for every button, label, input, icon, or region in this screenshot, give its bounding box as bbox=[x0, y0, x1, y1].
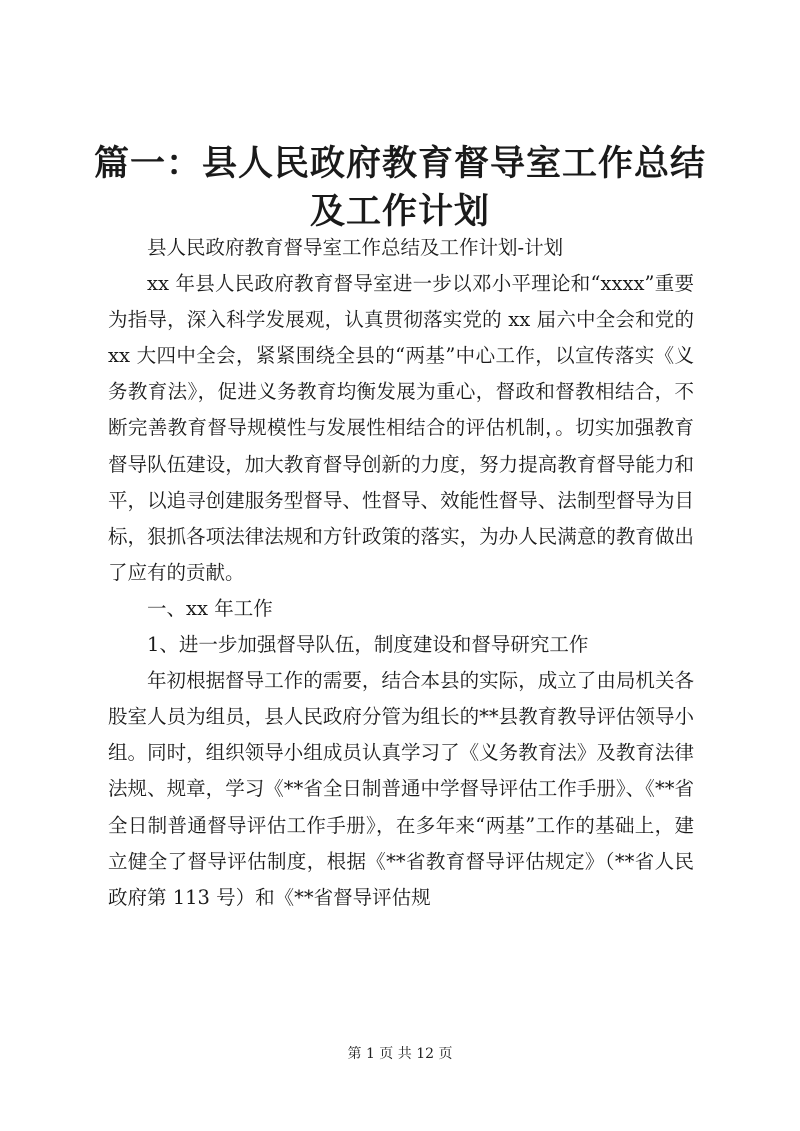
body-paragraph: 年初根据督导工作的需要，结合本县的实际，成立了由局机关各股室人员为组员，县人民政府分管为组长的**县教育教导评估领导小组。同时，组织领导小组成员认真学习了《义务教育法》及教育法律法规、规章，学习《**省全日制普通中学督导评估工作手册》、《**省全日制普通督导评估工作手册》，在多年来“两基”工作的基础上，建立健全了督导评估制度，根据《**省教育督导评估规定》（**省人民政府第 113 号）和《**省督导评估规 bbox=[108, 669, 694, 909]
document-body bbox=[108, 230, 694, 916]
section-heading: 一、xx 年工作 bbox=[147, 596, 273, 620]
page-number: 第 1 页 共 12 页 bbox=[347, 1046, 453, 1062]
subtitle-paragraph: 县人民政府教育督导室工作总结及工作计划-计划 bbox=[147, 236, 564, 259]
document-title: 篇一：县人民政府教育督导室工作总结及工作计划 bbox=[93, 143, 706, 232]
intro-paragraph: xx 年县人民政府教育督导室进一步以邓小平理论和“xxxx”重要为指导，深入科学发展观，认真贯彻落实党的 xx 届六中全会和党的 xx 大四中全会，紧紧围绕全县的“两基”中心工作，以宣传落实《义务教育法》，促进义务教育均衡发展为重心，督政和督教相结合，不断完善教育督导规模性与发展性相结合的评估机制，。切实加强教育督导队伍建设，加大教育督导创新的力度，努力提高教育督导能力和平，以追寻创建服务型督导、性督导、效能性督导、法制型督导为目标，狠抓各项法律法规和方针政策的落实，为办人民满意的教育做出了应有的贡献。 bbox=[108, 272, 694, 584]
subsection-heading: 1、进一步加强督导队伍，制度建设和督导研究工作 bbox=[147, 633, 589, 657]
